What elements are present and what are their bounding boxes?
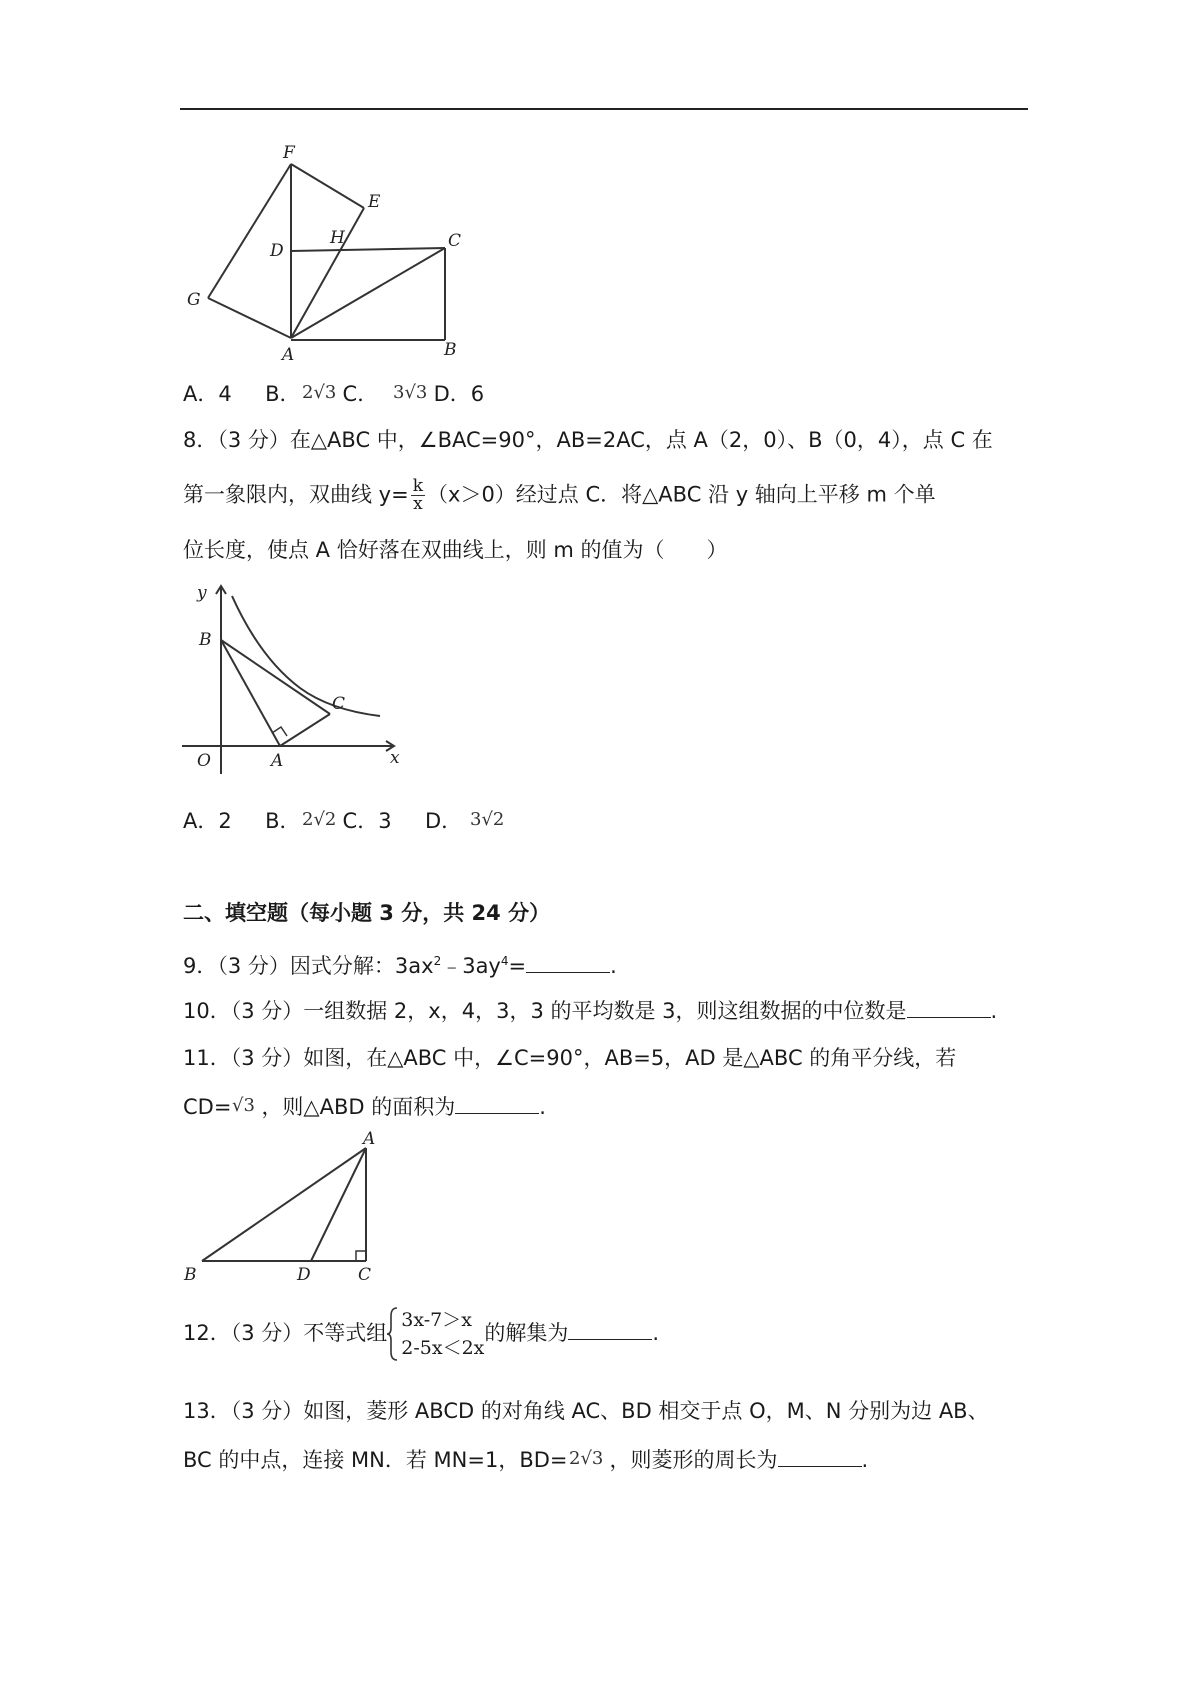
q7-option-a: A．4 (183, 382, 232, 406)
line-ba (221, 640, 280, 746)
q8-option-c: C．3 (342, 809, 392, 833)
q9-mid: ﹣3ay (441, 954, 501, 978)
q12 (183, 1305, 659, 1362)
label-g: G (187, 290, 201, 310)
q8-option-d-math (469, 804, 511, 840)
line-ac (280, 714, 330, 746)
svg-text:√3: √3 (232, 1095, 256, 1116)
line-fe (291, 164, 364, 208)
q13-line2-post: ，则菱形的周长为 (609, 1448, 778, 1472)
svg-text:2√3: 2√3 (301, 382, 336, 403)
line-dc (291, 248, 445, 251)
q11-end: . (539, 1095, 546, 1119)
line-fg (208, 164, 291, 298)
q8-line-2 (183, 478, 936, 513)
q12-end: . (652, 1321, 660, 1345)
svg-text:3√2: 3√2 (469, 809, 505, 830)
q13-answer-blank[interactable] (778, 1444, 862, 1467)
q11-answer-blank[interactable] (455, 1091, 539, 1114)
q12-answer-blank[interactable] (568, 1317, 652, 1340)
q10 (183, 995, 997, 1026)
q11-sqrt3 (231, 1090, 261, 1126)
q12-post: 的解集为 (484, 1321, 569, 1345)
q13-line2-pre: BC 的中点，连接 MN．若 MN=1，BD= (183, 1448, 568, 1472)
q10-text: 10．（3 分）一组数据 2，x，4，3，3 的平均数是 3，则这组数据的中位数是 (183, 999, 907, 1023)
q8-option-d: D． (424, 809, 463, 833)
q9 (183, 946, 617, 981)
q7-option-c-math (392, 377, 434, 413)
label-d: D (270, 241, 284, 261)
q8-line2-pre: 第一象限内，双曲线 y= (183, 482, 409, 507)
q8-line-1: 8．（3 分）在△ABC 中，∠BAC=90°，AB=2AC，点 A（2，0）、B（0，4），点 C 在 (183, 428, 993, 452)
q7-option-b: B． (265, 382, 301, 406)
line-ga (208, 298, 291, 338)
q11-line-1: 11．（3 分）如图，在△ABC 中，∠C=90°，AB=5，AD 是△ABC 的角平分线，若 (183, 1046, 957, 1070)
label-e: E (368, 192, 381, 212)
label-a: A (363, 1130, 376, 1149)
label-c: C (358, 1265, 372, 1285)
q8-line2-post: （x＞0）经过点 C．将△ABC 沿 y 轴向上平移 m 个单 (427, 482, 936, 507)
line-ac (291, 248, 445, 338)
q9-sup-2: 4 (500, 954, 509, 968)
header-rule (180, 108, 1028, 110)
q7-option-d: D．6 (433, 382, 485, 406)
line-da (311, 1148, 366, 1261)
svg-text:2√2: 2√2 (301, 809, 336, 830)
q9-answer-blank[interactable] (526, 950, 610, 973)
q12-eq-1: 3x-7＞x (401, 1309, 472, 1331)
q8-line-3: 位长度，使点 A 恰好落在双曲线上，则 m 的值为（ ） (183, 538, 728, 562)
q9-end: . (610, 954, 617, 978)
label-f: F (283, 143, 295, 163)
q7-figure (180, 140, 470, 365)
label-a: A (271, 751, 284, 771)
q8-figure (180, 578, 410, 778)
q11-line-2 (183, 1090, 546, 1126)
q8-options (183, 804, 511, 840)
q12-pre: 12．（3 分）不等式组 (183, 1321, 388, 1345)
svg-text:2√3: 2√3 (568, 1448, 603, 1469)
right-angle-mark (356, 1251, 366, 1261)
q11-line2-post: ，则△ABD 的面积为 (261, 1095, 456, 1119)
q13-math (568, 1443, 610, 1479)
q8-option-a: A．2 (183, 809, 232, 833)
label-a: A (282, 345, 295, 365)
line-ba (202, 1148, 366, 1261)
svg-text:3√3: 3√3 (392, 382, 427, 403)
label-b: B (184, 1265, 197, 1285)
label-d: D (297, 1265, 311, 1285)
label-c: C (332, 694, 346, 714)
q9-post: = (508, 954, 527, 978)
label-b: B (199, 630, 212, 650)
q9-sup-1: 2 (433, 954, 442, 968)
q10-answer-blank[interactable] (907, 995, 991, 1018)
line-ae (291, 208, 364, 338)
section-2-title: 二、填空题（每小题 3 分，共 24 分） (183, 901, 551, 925)
label-o: O (197, 751, 211, 771)
q11-line2-pre: CD= (183, 1095, 232, 1119)
q13-line-2 (183, 1443, 868, 1479)
q12-eq-2: 2-5x＜2x (401, 1337, 485, 1359)
q10-end: . (990, 999, 998, 1023)
q7-options (183, 377, 484, 413)
label-c: C (448, 231, 462, 251)
label-h: H (330, 228, 345, 248)
q7-option-c: C． (342, 382, 379, 406)
q8-frac-den: x (413, 494, 423, 514)
q13-end: . (861, 1448, 869, 1472)
line-bc (221, 640, 330, 714)
q13-line-1: 13．（3 分）如图，菱形 ABCD 的对角线 AC、BD 相交于点 O，M、N 分别为边 AB、 (183, 1399, 989, 1423)
label-b: B (444, 340, 457, 360)
left-brace-icon (387, 1306, 399, 1362)
q8-option-b: B． (265, 809, 301, 833)
q12-inequality-system (387, 1306, 484, 1362)
q8-fraction (411, 478, 425, 513)
q8-option-b-math (301, 804, 343, 840)
q8-frac-num: k (412, 476, 424, 496)
q9-pre: 9．（3 分）因式分解：3ax (183, 954, 434, 978)
label-y: y (197, 583, 207, 603)
label-x: x (390, 748, 400, 768)
q11-figure (180, 1130, 390, 1285)
q7-option-b-math (301, 377, 343, 413)
